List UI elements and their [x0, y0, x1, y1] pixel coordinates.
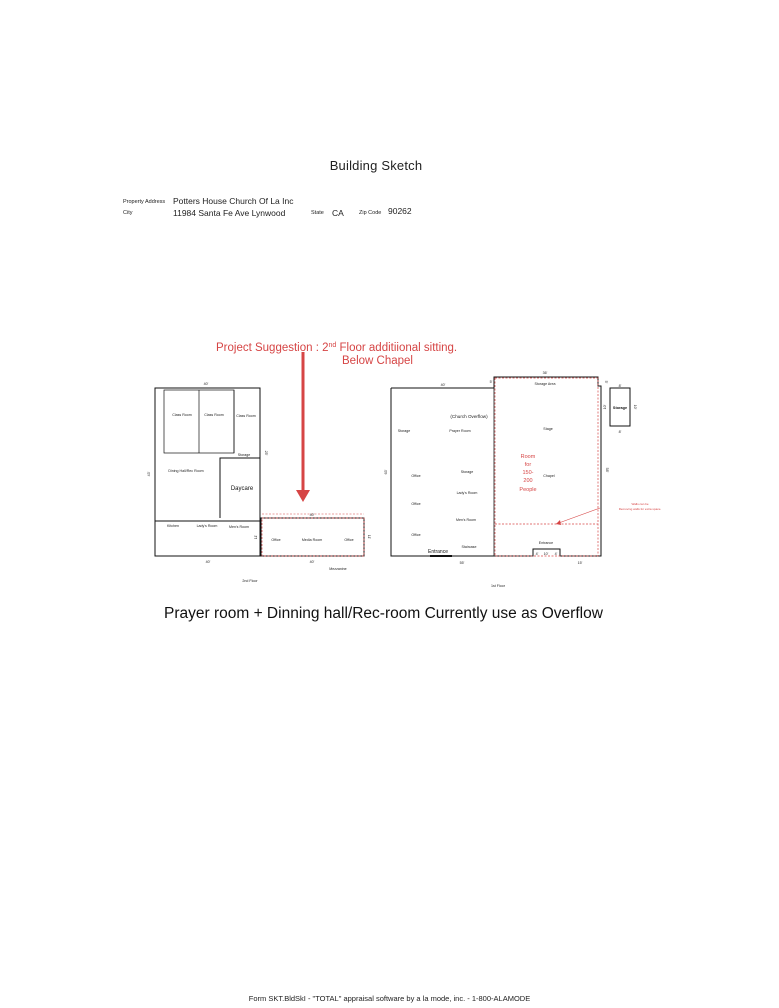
storage-box-dim-left: 10' — [603, 404, 607, 410]
second-floor-dim-right: 25' — [264, 450, 268, 456]
second-floor-ladys-room: Lady's Room — [196, 524, 218, 528]
svg-text:for: for — [524, 462, 532, 468]
class-room-3: Class Room — [236, 414, 256, 418]
arrow-head-icon — [296, 490, 310, 502]
storage-area: Storage Area — [534, 382, 556, 386]
main-entrance: Entrance — [427, 549, 449, 555]
first-floor-dim-top-left: 40' — [440, 383, 446, 387]
mezzanine-dim-left: 11' — [254, 534, 258, 540]
mezzanine-office-1: Office — [271, 538, 281, 542]
suggestion-line-1: Project Suggestion : 2nd Floor additiional sitting. — [216, 342, 458, 354]
first-floor-storage-2: Storage — [460, 470, 474, 474]
zip-value: 90262 — [388, 206, 412, 216]
second-floor-storage: Storage — [237, 453, 251, 457]
entrance-dim-3: 4' — [554, 552, 558, 556]
first-floor-dim-step: 5' — [489, 380, 493, 384]
storage-box-dim-top: 8' — [618, 384, 622, 388]
church-overflow: (Church Overflow) — [450, 414, 488, 419]
zip-label: Zip Code — [359, 210, 382, 216]
chapel: Chapel — [543, 474, 555, 478]
mezzanine-dim-right: 11' — [367, 534, 371, 540]
mezzanine-dim-bottom: 40' — [309, 560, 315, 564]
room-capacity-note — [519, 454, 536, 493]
svg-text:150-: 150- — [522, 470, 534, 476]
first-floor-office-3: Office — [411, 533, 421, 537]
kitchen: Kitchen — [167, 524, 179, 528]
city-value: 11984 Santa Fe Ave Lynwood — [173, 208, 286, 218]
first-floor-ladys-room: Lady's Room — [456, 491, 478, 495]
staircase: Staircase — [461, 545, 477, 549]
svg-text:Removing walls for extra space: Removing walls for extra space. — [618, 507, 662, 511]
daycare: Daycare — [230, 486, 254, 492]
property-address-label: Property Address — [123, 199, 166, 205]
first-floor-office-1: Office — [411, 474, 421, 478]
storage-box-label: Storage — [612, 406, 628, 410]
first-floor-dim-bottom-right: 15' — [577, 561, 583, 565]
walls-note — [619, 502, 662, 511]
entrance-dim-2: 10' — [543, 552, 549, 556]
mezzanine-dim-top: 40' — [309, 513, 315, 517]
svg-text:Walls can be: Walls can be — [631, 502, 649, 506]
class-room-1: Class Room — [172, 413, 192, 417]
first-floor-plan — [391, 377, 601, 556]
state-value: CA — [332, 208, 344, 218]
prayer-room: Prayer Room — [449, 429, 471, 433]
mezzanine-label: Mezzanine — [329, 567, 347, 571]
svg-text:200: 200 — [523, 478, 533, 484]
svg-text:People: People — [519, 487, 537, 493]
first-floor-office-2: Office — [411, 502, 421, 506]
form-footer: Form SKT.BldSkI - "TOTAL" appraisal software by a la mode, inc. - 1-800-ALAMODE — [248, 994, 531, 1003]
svg-text:Room: Room — [520, 454, 536, 460]
first-floor-dim-bottom-left: 55' — [459, 561, 465, 565]
property-address-value: Potters House Church Of La Inc — [173, 196, 294, 206]
media-room: Media Room — [301, 538, 323, 542]
city-label: City — [123, 210, 133, 216]
storage-box-dim-right: 10' — [633, 404, 637, 410]
mezzanine-office-2: Office — [344, 538, 354, 542]
suggestion-line-2: Below Chapel — [342, 355, 413, 367]
storage-box-dim-bottom: 8' — [618, 430, 622, 434]
stage: Stage — [543, 427, 553, 431]
first-floor-dim-left: 63' — [384, 469, 388, 475]
overflow-caption: Prayer room + Dinning hall/Rec-room Currently use as Overflow — [164, 605, 603, 622]
chapel-entrance: Entrance — [538, 541, 554, 545]
entrance-dim-1: 4' — [535, 552, 539, 556]
second-floor-dim-left: 43' — [147, 471, 151, 477]
dining-hall: Dining Hall/Rec Room — [168, 469, 204, 473]
mezzanine-plan — [261, 514, 364, 556]
first-floor-storage-1: Storage — [397, 429, 411, 433]
second-floor-dim-top: 40' — [203, 382, 209, 386]
first-floor-mens-room: Men's Room — [455, 518, 477, 522]
class-room-2: Class Room — [204, 413, 224, 417]
first-floor-dim-step-right: 5' — [604, 380, 608, 384]
second-floor-dim-bottom: 40' — [205, 560, 211, 564]
second-floor-label: 2nd Floor — [242, 579, 258, 583]
first-floor-dim-right: 58' — [605, 467, 609, 473]
page-title: Building Sketch — [329, 158, 423, 173]
state-label: State — [311, 210, 324, 216]
first-floor-dim-top-right: 36' — [542, 371, 548, 375]
first-floor-label: 1st Floor — [491, 584, 505, 588]
second-floor-mens-room: Men's Room — [228, 525, 250, 529]
